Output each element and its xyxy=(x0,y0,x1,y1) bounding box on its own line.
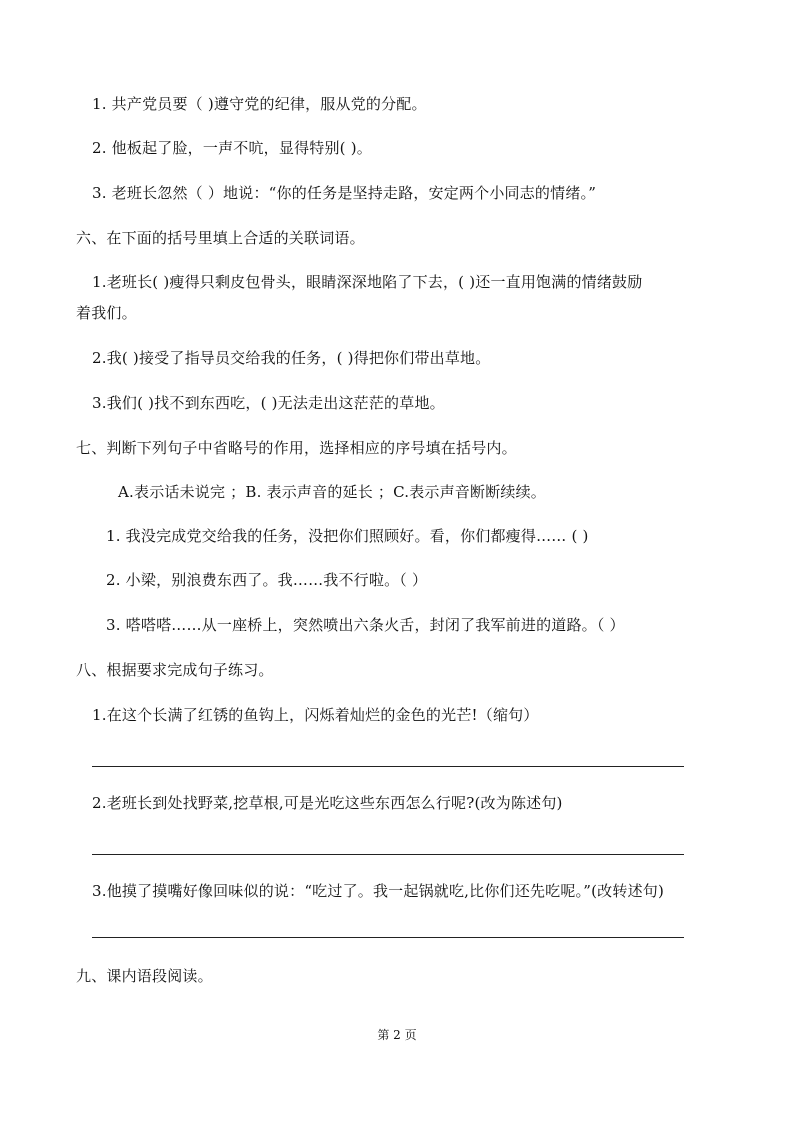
answer-line-1[interactable] xyxy=(92,766,684,767)
section-eight-heading: 八、根据要求完成句子练习。 xyxy=(76,661,274,679)
sentence-item-3: 3.他摸了摸嘴好像回味似的说：“吃过了。我一起锅就吃,比你们还先吃呢。”(改转述句) xyxy=(92,882,665,900)
conjunction-item-1: 1.老班长( )瘦得只剩皮包骨头，眼睛深深地陷了下去，( )还一直用饱满的情绪鼓励 xyxy=(92,273,643,291)
ellipsis-item-2: 2. 小梁，别浪费东西了。我……我不行啦。（ ） xyxy=(106,571,428,589)
conjunction-item-1-continued: 着我们。 xyxy=(76,304,137,322)
ellipsis-item-3: 3. 嗒嗒嗒……从一座桥上，突然喷出六条火舌，封闭了我军前进的道路。（ ） xyxy=(106,616,625,634)
conjunction-item-2: 2.我( )接受了指导员交给我的任务，( )得把你们带出草地。 xyxy=(92,349,491,367)
answer-line-2[interactable] xyxy=(92,854,684,855)
fill-item-3: 3. 老班长忽然（ ）地说：“你的任务是坚持走路，安定两个小同志的情绪。” xyxy=(92,184,597,202)
sentence-item-2: 2.老班长到处找野菜,挖草根,可是光吃这些东西怎么行呢?(改为陈述句) xyxy=(92,794,563,812)
section-seven-heading: 七、判断下列句子中省略号的作用，选择相应的序号填在括号内。 xyxy=(76,439,517,457)
sentence-item-1: 1.在这个长满了红锈的鱼钩上，闪烁着灿烂的金色的光芒!（缩句） xyxy=(92,706,539,724)
fill-item-2: 2. 他板起了脸，一声不吭，显得特别( )。 xyxy=(92,139,372,157)
ellipsis-item-1: 1. 我没完成党交给我的任务，没把你们照顾好。看，你们都瘦得…… ( ) xyxy=(106,527,589,545)
section-six-heading: 六、在下面的括号里填上合适的关联词语。 xyxy=(76,229,365,247)
ellipsis-options: A.表示话未说完 ；B. 表示声音的延长 ；C.表示声音断断续续。 xyxy=(118,483,547,501)
page-number: 第 2 页 xyxy=(377,1028,417,1042)
fill-item-1: 1. 共产党员要（ )遵守党的纪律，服从党的分配。 xyxy=(92,95,427,113)
section-nine-heading: 九、课内语段阅读。 xyxy=(76,967,213,985)
conjunction-item-3: 3.我们( )找不到东西吃，( )无法走出这茫茫的草地。 xyxy=(92,394,445,412)
answer-line-3[interactable] xyxy=(92,937,684,938)
